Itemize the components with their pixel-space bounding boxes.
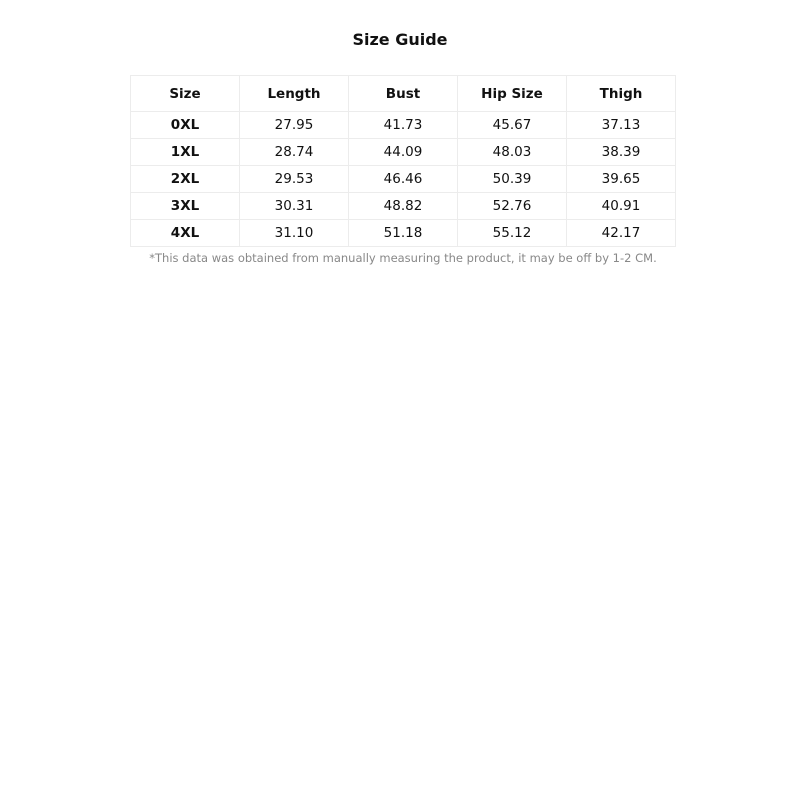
header-size: Size: [131, 76, 240, 112]
size-table: [130, 75, 676, 247]
bust-cell: 46.46: [349, 166, 458, 193]
header-bust: Bust: [349, 76, 458, 112]
page-title: Size Guide: [352, 30, 448, 49]
table-row: [131, 193, 676, 220]
header-thigh: Thigh: [567, 76, 676, 112]
length-cell: 30.31: [240, 193, 349, 220]
length-cell: 28.74: [240, 139, 349, 166]
table-header-row: [131, 76, 676, 112]
hip-size-cell: 45.67: [458, 112, 567, 139]
measurement-note: *This data was obtained from manually measuring the product, it may be off by 1-2 CM.: [149, 251, 657, 265]
thigh-cell: 39.65: [567, 166, 676, 193]
thigh-cell: 42.17: [567, 220, 676, 247]
length-cell: 27.95: [240, 112, 349, 139]
thigh-cell: 40.91: [567, 193, 676, 220]
bust-cell: 48.82: [349, 193, 458, 220]
table-row: [131, 166, 676, 193]
header-hip-size: Hip Size: [458, 76, 567, 112]
hip-size-cell: 55.12: [458, 220, 567, 247]
table-row: [131, 139, 676, 166]
table-row: [131, 220, 676, 247]
bust-cell: 51.18: [349, 220, 458, 247]
size-cell: 4XL: [131, 220, 240, 247]
table-row: [131, 112, 676, 139]
bust-cell: 44.09: [349, 139, 458, 166]
hip-size-cell: 52.76: [458, 193, 567, 220]
thigh-cell: 38.39: [567, 139, 676, 166]
hip-size-cell: 50.39: [458, 166, 567, 193]
hip-size-cell: 48.03: [458, 139, 567, 166]
header-length: Length: [240, 76, 349, 112]
size-cell: 2XL: [131, 166, 240, 193]
length-cell: 29.53: [240, 166, 349, 193]
thigh-cell: 37.13: [567, 112, 676, 139]
bust-cell: 41.73: [349, 112, 458, 139]
size-cell: 3XL: [131, 193, 240, 220]
length-cell: 31.10: [240, 220, 349, 247]
size-cell: 1XL: [131, 139, 240, 166]
size-cell: 0XL: [131, 112, 240, 139]
